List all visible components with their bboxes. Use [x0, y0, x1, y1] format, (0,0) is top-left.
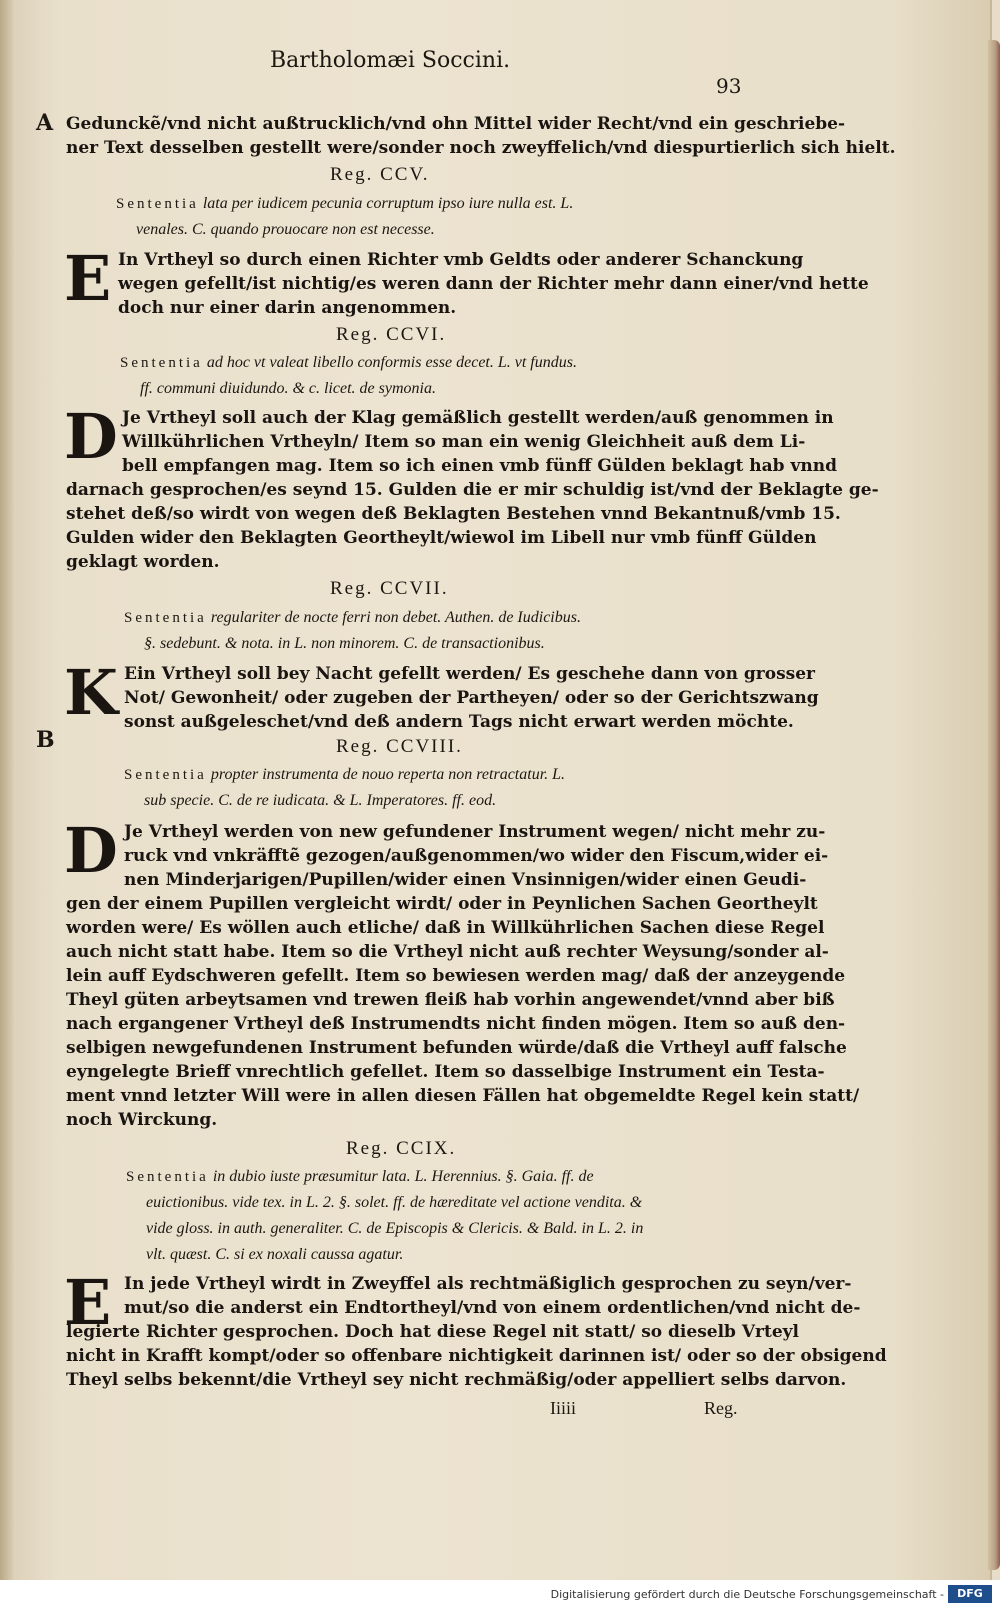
body-line: gen der einem Pupillen vergleicht wirdt/ oder in Peynlichen Sachen Geortheylt: [66, 894, 818, 914]
rule-heading: Reg. CCVIII.: [336, 736, 463, 757]
rule-heading: Reg. CCVI.: [336, 324, 447, 345]
sententia-label: Sententia: [124, 767, 207, 783]
margin-marker-a: A: [36, 110, 54, 136]
body-line: Theyl selbs bekennt/die Vrtheyl sey nicht rechmäßig/oder appelliert selbs darvon.: [66, 1370, 847, 1390]
body-line: stehet deß/so wirdt von wegen deß Beklagten Bestehen vnnd Bekantnuß/vmb 15.: [66, 504, 841, 524]
body-line: Not/ Gewonheit/ oder zugeben der Partheyen/ oder so der Gerichtszwang: [124, 688, 819, 708]
folio-number: 93: [716, 74, 742, 98]
drop-cap: K: [64, 656, 118, 729]
catchword: Reg.: [704, 1398, 738, 1418]
latin-line: venales. C. quando prouocare non est necesse.: [136, 221, 435, 238]
footer-credit: Digitalisierung gefördert durch die Deutsche Forschungsgemeinschaft -: [550, 1588, 944, 1601]
drop-cap: D: [64, 814, 118, 887]
body-line: In Vrtheyl so durch einen Richter vmb Geldts oder anderer Schanckung: [118, 250, 804, 270]
body-line: eyngelegte Brieff vnrechtlich gefellet. Item so dasselbige Instrument ein Testa-: [66, 1062, 825, 1082]
margin-marker-b: B: [36, 727, 55, 753]
latin-line: in dubio iuste præsumitur lata. L. Herennius. §. Gaia. ff. de: [212, 1168, 594, 1185]
latin-line: euictionibus. vide tex. in L. 2. §. solet. ff. de hæreditate vel actione vendita. &: [146, 1194, 643, 1211]
body-line: geklagt worden.: [66, 552, 220, 572]
latin-sententia: [120, 354, 577, 372]
body-line: mut/so die anderst ein Endtortheyl/vnd von einem ordentlichen/vnd nicht de-: [124, 1298, 861, 1318]
body-line: Je Vrtheyl soll auch der Klag gemäßlich gestellt werden/auß genommen in: [122, 408, 834, 428]
latin-line: lata per iudicem pecunia corruptum ipso iure nulla est. L.: [202, 195, 574, 212]
latin-line: vlt. quæst. C. si ex noxali caussa agatur.: [146, 1246, 404, 1263]
body-line: Gulden wider den Beklagten Geortheylt/wiewol im Libell nur vmb fünff Gülden: [66, 528, 817, 548]
footer-bar: [0, 1580, 1000, 1607]
book-spine-shadow: [0, 0, 14, 1580]
latin-line: ad hoc vt valeat libello conformis esse decet. L. vt fundus.: [206, 354, 577, 371]
intro-line: Gedunckẽ/vnd nicht außtrucklich/vnd ohn Mittel wider Recht/vnd ein geschriebe-: [66, 114, 846, 134]
body-line: auch nicht statt habe. Item so die Vrtheyl nicht auß rechter Weysung/sonder al-: [66, 942, 829, 962]
body-line: Je Vrtheyl werden von new gefundener Instrument wegen/ nicht mehr zu-: [124, 822, 826, 842]
body-line: Theyl güten arbeytsamen vnd trewen fleiß hab vorhin angewendet/vnnd aber biß: [66, 990, 835, 1010]
body-line: In jede Vrtheyl wirdt in Zweyffel als rechtmäßiglich gesprochen zu seyn/ver-: [124, 1274, 852, 1294]
rule-heading: Reg. CCVII.: [330, 578, 449, 599]
body-line: sonst außgeleschet/vnd deß andern Tags nicht erwart werden möchte.: [124, 712, 794, 732]
latin-line: §. sedebunt. & nota. in L. non minorem. C. de transactionibus.: [144, 635, 545, 652]
body-line: Willkührlichen Vrtheyln/ Item so man ein wenig Gleichheit auß dem Li-: [122, 432, 806, 452]
body-line: nicht in Krafft kompt/oder so offenbare nichtigkeit darinnen ist/ oder so der obsigend: [66, 1346, 887, 1366]
drop-cap: D: [64, 400, 118, 473]
body-line: darnach gesprochen/es seynd 15. Gulden die er mir schuldig ist/vnd der Beklagte ge-: [66, 480, 879, 500]
sententia-label: Sententia: [124, 610, 207, 626]
latin-sententia: [116, 195, 573, 213]
intro-line: ner Text desselben gestellt were/sonder noch zweyffelich/vnd diespurtierlich sich hielt.: [66, 138, 896, 158]
body-line: lein auff Eydschweren gefellt. Item so bewiesen werden mag/ daß der anzeygende: [66, 966, 846, 986]
body-line: worden were/ Es wöllen auch etliche/ daß in Willkührlichen Sachen diese Regel: [66, 918, 825, 938]
running-head: Bartholomæi Soccini.: [270, 48, 511, 73]
latin-sententia: [126, 1168, 594, 1186]
body-line: bell empfangen mag. Item so ich einen vmb fünff Gülden beklagt hab vnnd: [122, 456, 837, 476]
sententia-label: Sententia: [126, 1169, 209, 1185]
body-line: legierte Richter gesprochen. Doch hat diese Regel nit statt/ so dieselb Vrteyl: [66, 1322, 799, 1342]
latin-sententia: [124, 609, 581, 627]
sententia-label: Sententia: [120, 355, 203, 371]
latin-line: vide gloss. in auth. generaliter. C. de Episcopis & Clericis. & Bald. in L. 2. in: [146, 1220, 644, 1237]
latin-line: sub specie. C. de re iudicata. & L. Imperatores. ff. eod.: [144, 792, 497, 809]
body-line: selbigen newgefundenen Instrument befunden würde/daß die Vrtheyl auff falsche: [66, 1038, 847, 1058]
body-line: nen Minderjarigen/Pupillen/wider einen Vnsinnigen/wider einen Geudi-: [124, 870, 807, 890]
signature-mark: Iiiii: [550, 1398, 576, 1418]
dfg-logo-icon: DFG: [948, 1585, 992, 1603]
sententia-label: Sententia: [116, 196, 199, 212]
drop-cap: E: [64, 1266, 112, 1339]
body-line: wegen gefellt/ist nichtig/es weren dann der Richter mehr dann einer/vnd hette: [118, 274, 869, 294]
page-edge: [988, 40, 1000, 1570]
body-line: noch Wirckung.: [66, 1110, 218, 1130]
latin-sententia: [124, 766, 565, 784]
body-line: doch nur einer darin angenommen.: [118, 298, 457, 318]
latin-line: ff. communi diuidundo. & c. licet. de symonia.: [140, 380, 436, 397]
drop-cap: E: [64, 242, 112, 315]
latin-line: regulariter de nocte ferri non debet. Authen. de Iudicibus.: [210, 609, 581, 626]
latin-line: propter instrumenta de nouo reperta non retractatur. L.: [210, 766, 566, 783]
body-line: nach ergangener Vrtheyl deß Instrumendts nicht finden mögen. Item so auß den-: [66, 1014, 846, 1034]
body-line: ruck vnd vnkräfftẽ gezogen/außgenommen/wo wider den Fiscum,wider ei-: [124, 846, 829, 866]
body-line: ment vnnd letzter Will were in allen diesen Fällen hat obgemeldte Regel kein statt/: [66, 1086, 860, 1106]
rule-heading: Reg. CCIX.: [346, 1138, 457, 1159]
body-line: Ein Vrtheyl soll bey Nacht gefellt werden/ Es geschehe dann von grosser: [124, 664, 815, 684]
rule-heading: Reg. CCV.: [330, 164, 430, 185]
